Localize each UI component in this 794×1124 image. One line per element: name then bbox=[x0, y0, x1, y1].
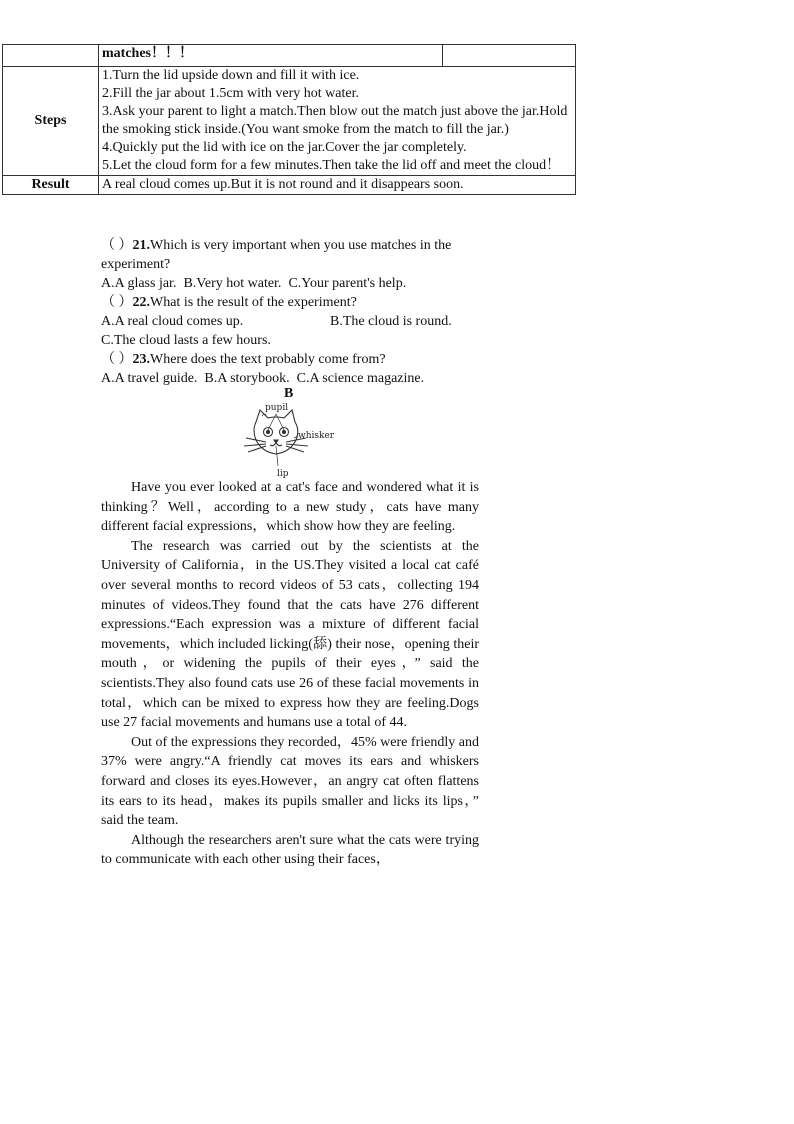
question-text: Which is very important when you use matches in the experiment? bbox=[101, 238, 452, 272]
answer-blank: （ ） bbox=[101, 238, 133, 253]
step-2: 2.Fill the jar about 1.5cm with very hot water. bbox=[102, 86, 360, 101]
questions-block bbox=[101, 236, 479, 388]
reading-passage bbox=[101, 478, 479, 870]
label-lip: lip bbox=[277, 469, 289, 479]
passage-paragraph-4: Although the researchers aren't sure what the cats were trying to communicate with each other using their faces， bbox=[101, 832, 479, 868]
result-label: Result bbox=[3, 176, 99, 195]
section-b-heading: B bbox=[284, 386, 294, 401]
option-b: B.The cloud is round. bbox=[330, 314, 452, 329]
table-cell-empty bbox=[3, 45, 99, 67]
answer-blank: （ ） bbox=[101, 295, 133, 310]
passage-paragraph-3: Out of the expressions they recorded，45% were friendly and 37% were angry.“A friendly cat moves its ears and whiskers forward and closes its eyes.However，an angry cat often flattens its ears to its head，makes its pupils smaller and licks its lips，” said the team. bbox=[101, 734, 479, 829]
question-number: 22. bbox=[132, 295, 150, 310]
cat-face-illustration bbox=[238, 400, 338, 480]
option-c: C.The cloud lasts a few hours. bbox=[101, 333, 271, 348]
options-22 bbox=[101, 312, 479, 350]
option-b: B.Very hot water. bbox=[183, 276, 282, 291]
option-c: C.A science magazine. bbox=[296, 371, 425, 386]
question-21 bbox=[101, 236, 479, 274]
passage-paragraph-2: The research was carried out by the scientists at the University of California，in the US.They visited a local cat café over several months to record videos of 53 cats，collecting 194 minutes of videos.They found that the cats have 276 different expressions.“Each expression was a mixture of different facial movements，which included licking(舔) their nose，opening their mouth，or widening the pupils of their eyes，” said the scientists.They also found cats use 26 of these facial movements in total，which can be mixed to express how they are feeling.Dogs use 27 facial movements and humans use a total of 44. bbox=[101, 538, 479, 731]
step-3: 3.Ask your parent to light a match.Then blow out the match just above the jar.Hold the smoking stick inside.(You want smoke from the match to fill the jar.) bbox=[102, 104, 568, 137]
experiment-table bbox=[2, 44, 576, 195]
label-pupil: pupil bbox=[265, 403, 289, 413]
step-4: 4.Quickly put the lid with ice on the jar.Cover the jar completely. bbox=[102, 140, 467, 155]
step-5: 5.Let the cloud form for a few minutes.Then take the lid off and meet the cloud！ bbox=[102, 158, 561, 173]
answer-blank: （ ） bbox=[101, 352, 133, 367]
option-c: C.Your parent's help. bbox=[288, 276, 407, 291]
question-text: Where does the text probably come from? bbox=[150, 352, 386, 367]
option-a: A.A real cloud comes up. bbox=[101, 314, 244, 329]
option-b: B.A storybook. bbox=[204, 371, 290, 386]
table-row-steps bbox=[3, 67, 576, 176]
question-number: 21. bbox=[132, 238, 150, 253]
steps-cell bbox=[99, 67, 576, 176]
option-a: A.A glass jar. bbox=[101, 276, 177, 291]
step-1: 1.Turn the lid upside down and fill it with ice. bbox=[102, 68, 360, 83]
steps-label: Steps bbox=[3, 67, 99, 176]
passage-paragraph-1: Have you ever looked at a cat's face and wondered what it is thinking？Well，according to a new study，cats have many different facial expressions，which show how they are feeling. bbox=[101, 480, 479, 535]
question-23 bbox=[101, 350, 479, 369]
table-row bbox=[3, 45, 576, 67]
question-text: What is the result of the experiment? bbox=[150, 295, 357, 310]
question-number: 23. bbox=[132, 352, 150, 367]
table-row-result bbox=[3, 176, 576, 195]
question-22 bbox=[101, 293, 479, 312]
options-21 bbox=[101, 274, 479, 293]
table-cell-blank bbox=[443, 45, 576, 67]
table-cell-matches: matches！！！ bbox=[99, 45, 443, 67]
label-whisker: whisker bbox=[298, 431, 335, 441]
result-text: A real cloud comes up.But it is not round and it disappears soon. bbox=[99, 176, 576, 195]
option-a: A.A travel guide. bbox=[101, 371, 198, 386]
